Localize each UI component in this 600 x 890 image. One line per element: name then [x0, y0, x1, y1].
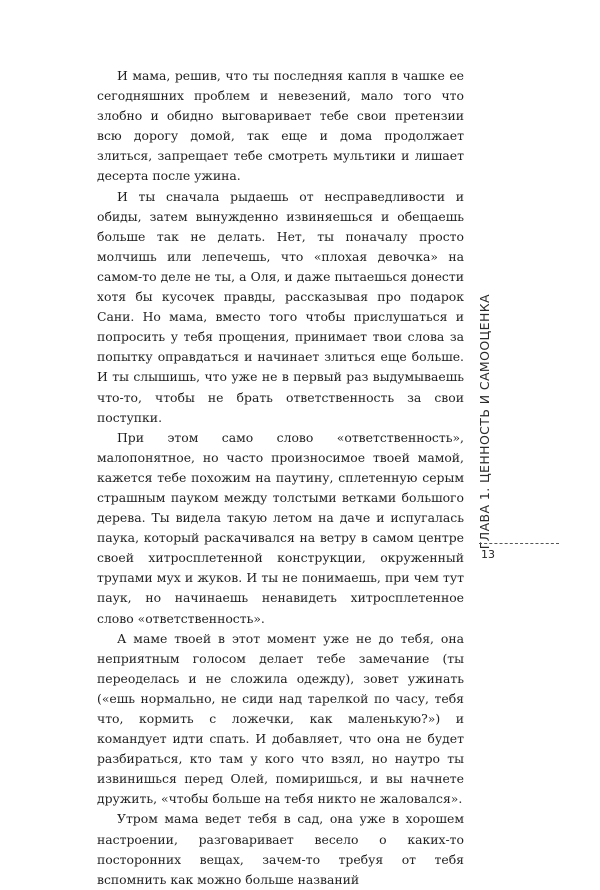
paragraph-3: При этом само слово «ответственность», малопонятное, но часто произносимое твоей мамой, кажется тебе похожим на паутину, сплетенную серым страшным пауком между толстыми ветками большого дерева. Ты видела такую летом на даче и испугалась паука, который раскачивался на ветру в самом центре своей хитросплетенной конструкции, окруженный трупами мух и жуков. И ты не понимаешь, при чем тут паук, но начинаешь ненавидеть хитросплетенное слово «ответственность».: [97, 429, 464, 626]
page-number: 13: [481, 548, 495, 561]
page-body-text: [97, 66, 464, 890]
page-sidebar: [477, 244, 559, 704]
paragraph-2: И ты сначала рыдаешь от несправедливости и обиды, затем вынужденно извиняешься и обещаешь больше так не делать. Нет, ты поначалу просто молчишь или лепечешь, что «плохая девочка» на самом-то деле не ты, а Оля, и даже пытаешься донести хотя бы кусочек правды, рассказывая про подарок Сани. Но мама, вместо того чтобы прислушаться и попросить у тебя прощения, принимает твои слова за попытку оправдаться и начинает злиться еще больше. И ты слышишь, что уже не в первый раз выдумываешь что-то, чтобы не брать ответственность за свои поступки.: [97, 188, 464, 425]
paragraph-4: А маме твоей в этот момент уже не до тебя, она неприятным голосом делает тебе замечание (ты переоделась и не сложила одежду), зовет ужинать («ешь нормально, не сиди над тарелкой по часу, тебя что, кормить с ложечки, как маленькую?») и командует идти спать. И добавляет, что она не будет разбираться, кто там у кого что взял, но наутро ты извинишься перед Олей, помиришься, и вы начнете дружить, «чтобы больше на тебя никто не жаловался».: [97, 630, 464, 807]
paragraph-5: Утром мама ведет тебя в сад, она уже в хорошем настроении, разговаривает весело о каких-то посторонних вещах, зачем-то требуя от тебя вспомнить как можно больше названий: [97, 811, 464, 887]
dashed-divider: [479, 543, 559, 544]
paragraph-1: И мама, решив, что ты последняя капля в чашке ее сегодняшних проблем и невезений, мало того что злобно и обидно выговаривает тебе свои претензии всю дорогу домой, так еще и дома продолжает злиться, запрещает тебе смотреть мультики и лишает десерта после ужина.: [97, 68, 464, 184]
chapter-title-text: ГЛАВА 1. ЦЕННОСТЬ И САМООЦЕНКА: [477, 293, 492, 549]
chapter-title-running-header: [477, 244, 497, 549]
